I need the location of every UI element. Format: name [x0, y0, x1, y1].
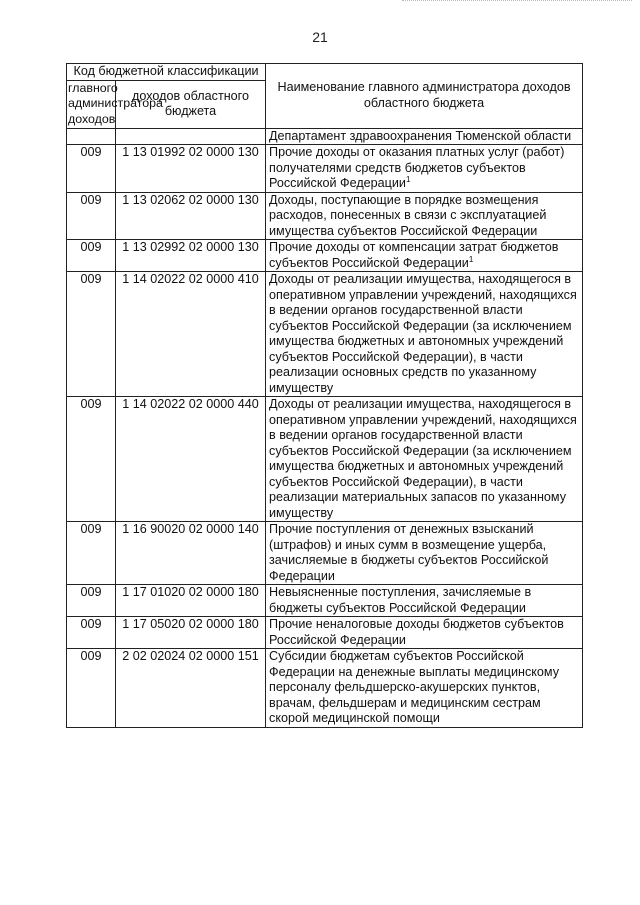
revenue-description-text: Прочие поступления от денежных взысканий (штрафов) и иных сумм в возмещение ущерба, зачисляемые в бюджеты субъектов Российской Федерации — [269, 522, 549, 583]
admin-code-cell: 009 — [67, 145, 116, 193]
budget-code-cell: 1 13 02062 02 0000 130 — [116, 192, 266, 240]
budget-code-cell: 2 02 02024 02 0000 151 — [116, 649, 266, 728]
revenue-description-cell — [266, 145, 583, 193]
table-row — [67, 617, 583, 649]
empty-cell — [67, 128, 116, 145]
admin-code-cell: 009 — [67, 617, 116, 649]
department-row — [67, 128, 583, 145]
admin-code-cell: 009 — [67, 397, 116, 522]
budget-classification-table — [66, 63, 583, 728]
table-row — [67, 397, 583, 522]
revenue-description-text: Прочие неналоговые доходы бюджетов субъектов Российской Федерации — [269, 617, 564, 647]
footnote-marker: 1 — [468, 254, 474, 264]
header-budget-classification-code: Код бюджетной классификации — [67, 64, 266, 81]
footnote-marker: 1 — [405, 175, 411, 185]
budget-table-container — [66, 63, 582, 728]
table-row — [67, 649, 583, 728]
table-row — [67, 192, 583, 240]
revenue-description-cell — [266, 617, 583, 649]
admin-code-cell: 009 — [67, 522, 116, 585]
revenue-description-text: Прочие доходы от компенсации затрат бюджетов субъектов Российской Федерации — [269, 240, 559, 270]
admin-code-cell: 009 — [67, 585, 116, 617]
budget-code-cell: 1 13 02992 02 0000 130 — [116, 240, 266, 272]
budget-code-cell: 1 16 90020 02 0000 140 — [116, 522, 266, 585]
revenue-description-cell — [266, 272, 583, 397]
header-regional-budget-revenue: доходов областного бюджета — [116, 80, 266, 128]
admin-code-cell: 009 — [67, 240, 116, 272]
admin-code-cell: 009 — [67, 649, 116, 728]
department-name: Департамент здравоохранения Тюменской области — [266, 128, 583, 145]
table-body — [67, 128, 583, 727]
revenue-description-text: Субсидии бюджетам субъектов Российской Федерации на денежные выплаты медицинскому персоналу фельдшерско-акушерских пунктов, врачам, фельдшерам и медицинским сестрам скорой медицинской помощи — [269, 649, 559, 726]
revenue-description-cell — [266, 522, 583, 585]
table-row — [67, 240, 583, 272]
budget-code-cell: 1 17 01020 02 0000 180 — [116, 585, 266, 617]
revenue-description-text: Доходы от реализации имущества, находящегося в оперативном управлении учреждений, находящихся в ведении органов государственной власти субъектов Российской Федерации (за исключением имущества бюджетных и автономных учреждений субъектов Российской Федерации), в части реализации материальных запасов по указанному имуществу — [269, 397, 577, 520]
header-administrator-name: Наименование главного администратора доходов областного бюджета — [266, 64, 583, 129]
admin-code-cell: 009 — [67, 272, 116, 397]
table-row — [67, 272, 583, 397]
revenue-description-cell — [266, 192, 583, 240]
budget-code-cell: 1 14 02022 02 0000 440 — [116, 397, 266, 522]
table-row — [67, 585, 583, 617]
scan-edge-mark — [402, 0, 632, 5]
revenue-description-cell — [266, 397, 583, 522]
revenue-description-text: Доходы, поступающие в порядке возмещения расходов, понесенных в связи с эксплуатацией имущества субъектов Российской Федерации — [269, 192, 547, 238]
revenue-description-text: Невыясненные поступления, зачисляемые в бюджеты субъектов Российской Федерации — [269, 585, 532, 615]
header-main-administrator: главного администратора доходов — [67, 80, 116, 128]
empty-cell — [116, 128, 266, 145]
page-number: 21 — [312, 29, 328, 45]
admin-code-cell: 009 — [67, 192, 116, 240]
revenue-description-cell — [266, 585, 583, 617]
revenue-description-cell — [266, 649, 583, 728]
revenue-description-text: Прочие доходы от оказания платных услуг (работ) получателями средств бюджетов субъектов Российской Федерации — [269, 145, 565, 191]
budget-code-cell: 1 14 02022 02 0000 410 — [116, 272, 266, 397]
revenue-description-cell — [266, 240, 583, 272]
table-row — [67, 522, 583, 585]
budget-code-cell: 1 17 05020 02 0000 180 — [116, 617, 266, 649]
revenue-description-text: Доходы от реализации имущества, находящегося в оперативном управлении учреждений, находящихся в ведении органов государственной власти субъектов Российской Федерации (за исключением имущества бюджетных и автономных учреждений субъектов Российской Федерации), в части реализации основных средств по указанному имуществу — [269, 272, 577, 395]
budget-code-cell: 1 13 01992 02 0000 130 — [116, 145, 266, 193]
table-row — [67, 145, 583, 193]
